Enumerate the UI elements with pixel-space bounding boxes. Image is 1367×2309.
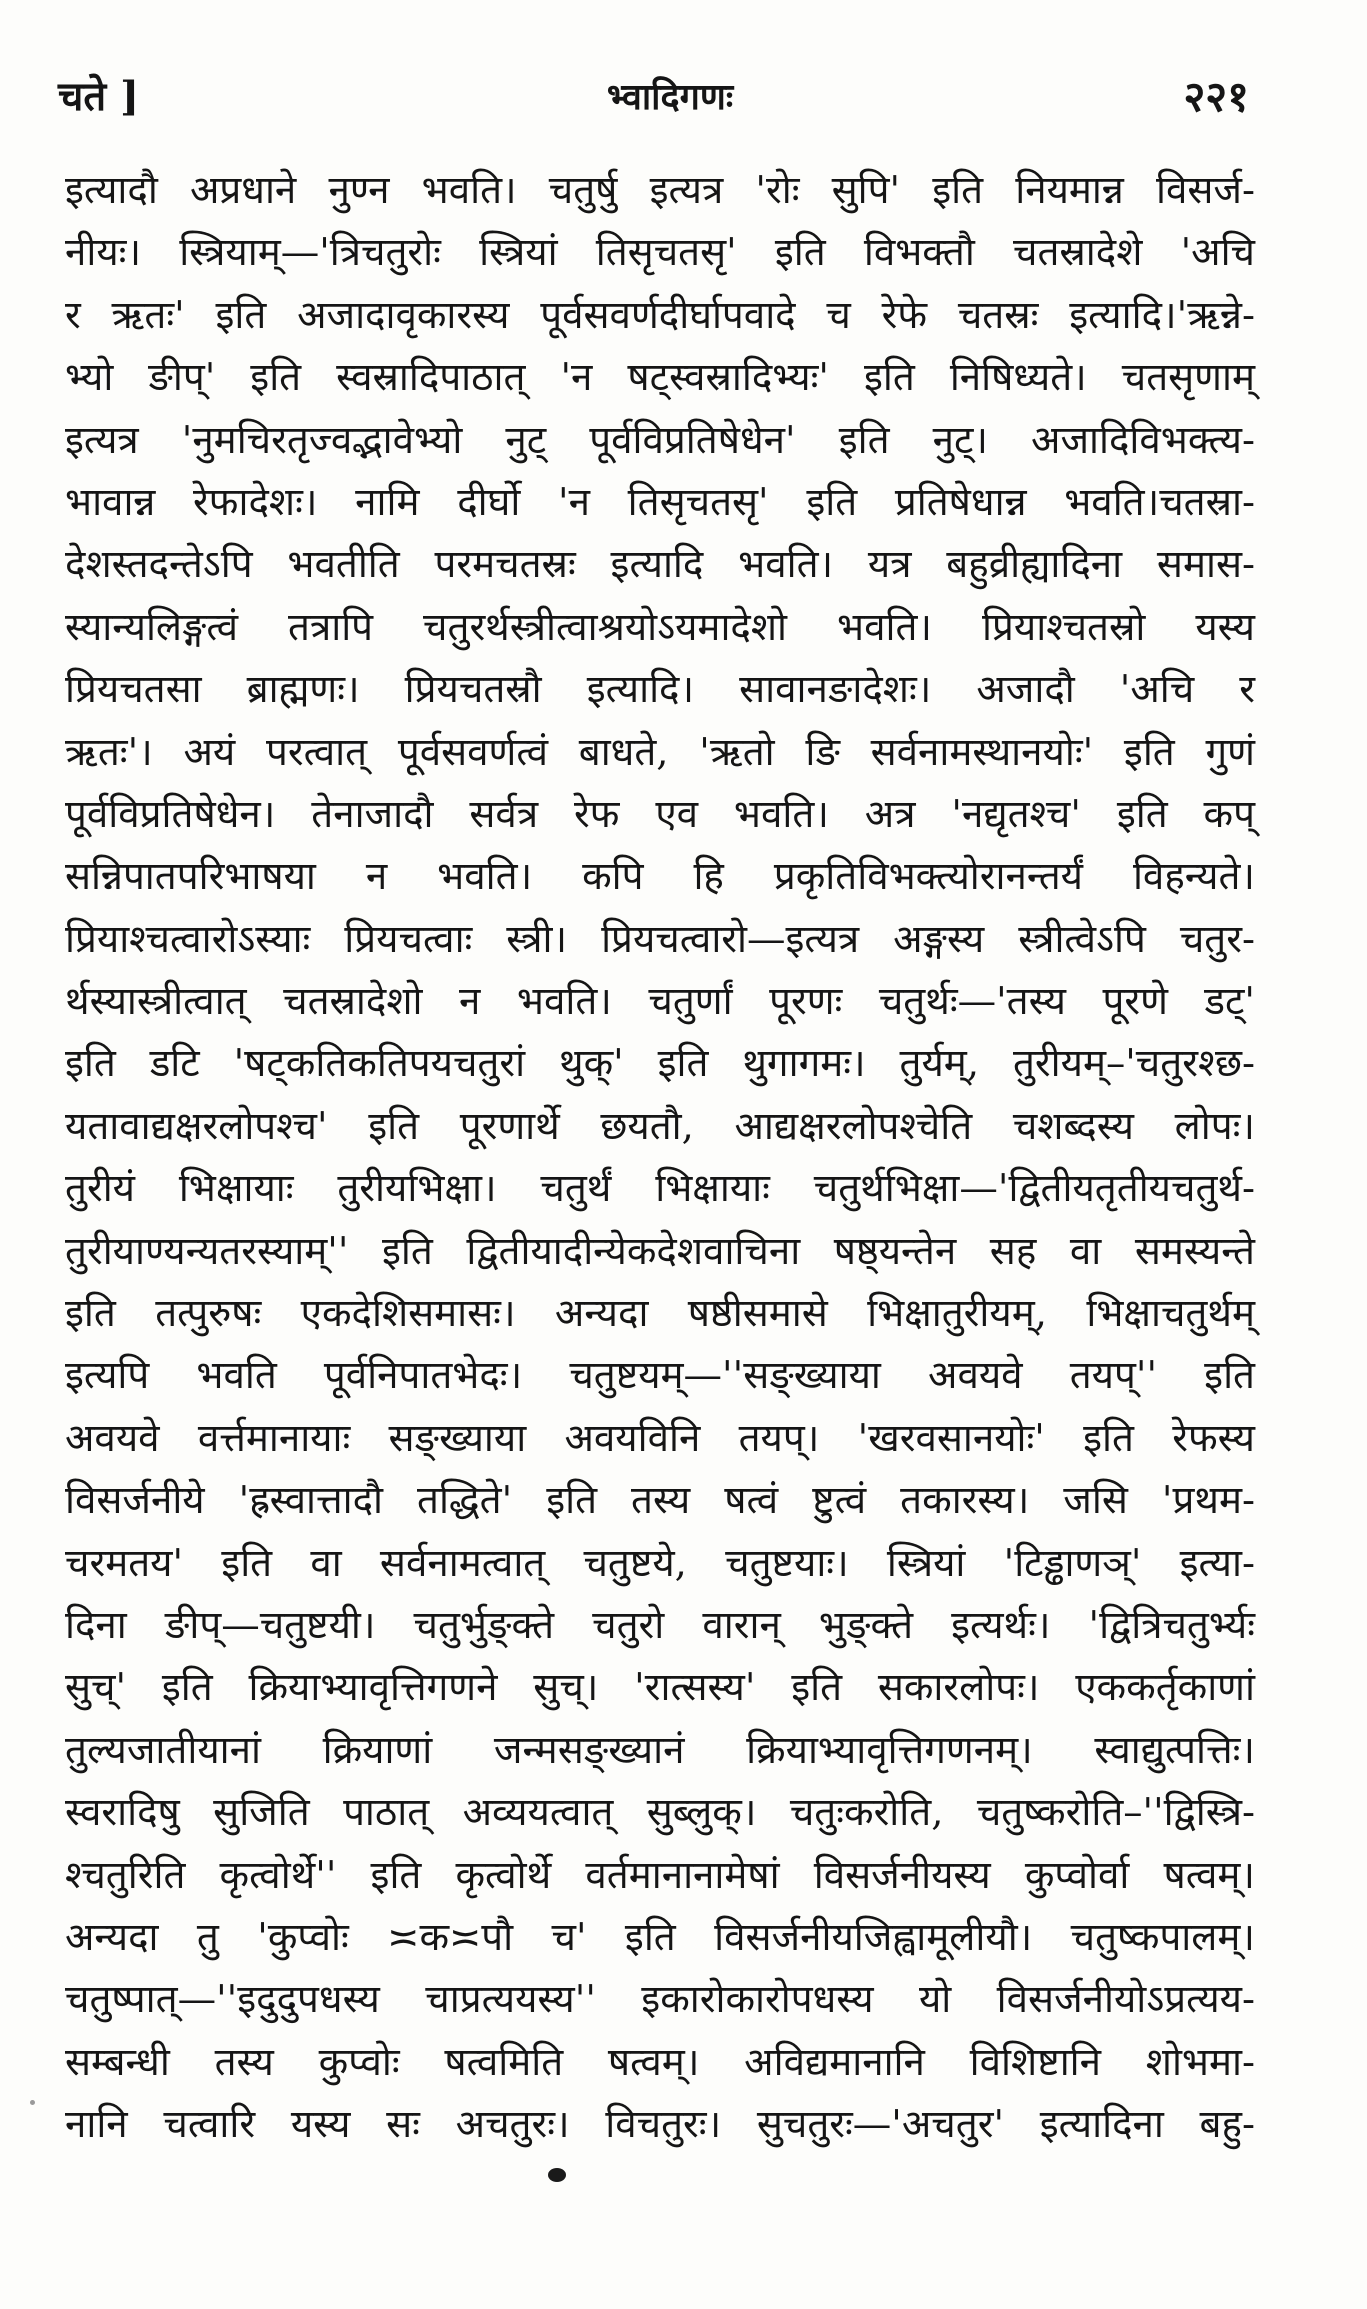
text-line: इत्यत्र 'नुमचिरतृज्वद्भावेभ्यो नुट् पूर्वविप्रतिषेधेन' इति नुट्। अजादिविभक्त्य- [65, 417, 1255, 463]
text-line: र्थस्यास्त्रीत्वात् चतस्रादेशो न भवति। चतुर्णां पूरणः चतुर्थः—'तस्य पूरणे डट्' [65, 979, 1255, 1025]
text-line: स्वरादिषु सुजिति पाठात् अव्ययत्वात् सुब्लुक्। चतुःकरोति, चतुष्करोति–''द्विस्त्रि- [65, 1790, 1255, 1836]
text-line: चरमतय' इति वा सर्वनामत्वात् चतुष्टये, चतुष्टयाः। स्त्रियां 'टिड्ढाणञ्' इत्या- [65, 1540, 1255, 1586]
text-line: सम्बन्धी तस्य कुप्वोः षत्वमिति षत्वम्। अविद्यमानानि विशिष्टानि शोभमा- [65, 2039, 1255, 2085]
text-line: दिना ङीप्—चतुष्टयी। चतुर्भुङ्क्ते चतुरो वारान् भुङ्क्ते इत्यर्थः। 'द्वित्रिचतुर्भ्यः [65, 1602, 1255, 1648]
text-line: श्चतुरिति कृत्वोर्थे'' इति कृत्वोर्थे वर्तमानानामेषां विसर्जनीयस्य कुप्वोर्वा षत्वम्। [65, 1852, 1255, 1898]
text-line: नानि चत्वारि यस्य सः अचतुरः। विचतुरः। सुचतुरः—'अचतुर' इत्यादिना बहु- [65, 2102, 1255, 2148]
text-line: सुच्' इति क्रियाभ्यावृत्तिगणने सुच्। 'रात्सस्य' इति सकारलोपः। एककर्तृकाणां [65, 1665, 1255, 1711]
text-line: पूर्वविप्रतिषेधेन। तेनाजादौ सर्वत्र रेफ एव भवति। अत्र 'नद्यृतश्च' इति कप् [65, 791, 1255, 837]
text-line: भ्यो ङीप्' इति स्वस्रादिपाठात् 'न षट्स्वस्रादिभ्यः' इति निषिध्यते। चतसृणाम् [65, 355, 1255, 401]
text-line: प्रियाश्चत्वारोऽस्याः प्रियचत्वाः स्त्री। प्रियचत्वारो—इत्यत्र अङ्गस्य स्त्रीत्वेऽपि चतुर- [65, 916, 1255, 962]
text-line: इत्यादौ अप्रधाने नुण्न भवति। चतुर्षु इत्यत्र 'रोः सुपि' इति नियमान्न विसर्ज- [65, 168, 1255, 213]
header-section-title: भ्वादिगणः [606, 76, 734, 118]
margin-speck [30, 2100, 35, 2105]
text-line: इति तत्पुरुषः एकदेशिसमासः। अन्यदा षष्ठीसमासे भिक्षातुरीयम्, भिक्षाचतुर्थम् [65, 1291, 1255, 1337]
text-line: देशस्तदन्तेऽपि भवतीति परमचतस्रः इत्यादि भवति। यत्र बहुव्रीह्यादिना समास- [65, 542, 1255, 588]
running-header [0, 62, 1367, 132]
text-line: तुल्यजातीयानां क्रियाणां जन्मसङ्ख्यानं क्रियाभ्यावृत्तिगणनम्। स्वाद्युत्पत्तिः। [65, 1727, 1255, 1773]
text-line: नीयः। स्त्रियाम्—'त्रिचतुरोः स्त्रियां तिसृचतसृ' इति विभक्तौ चतस्रादेशे 'अचि [65, 230, 1255, 276]
text-line: स्यान्यलिङ्गत्वं तत्रापि चतुरर्थस्त्रीत्वाश्रयोऽयमादेशो भवति। प्रियाश्चतस्रो यस्य [65, 604, 1255, 650]
text-line: अवयवे वर्त्तमानायाः सङ्ख्याया अवयविनि तयप्। 'खरवसानयोः' इति रेफस्य [65, 1415, 1255, 1461]
text-line: ऋतः'। अयं परत्वात् पूर्वसवर्णत्वं बाधते, 'ऋतो ङि सर्वनामस्थानयोः' इति गुणं [65, 729, 1255, 775]
text-line: इत्यपि भवति पूर्वनिपातभेदः। चतुष्टयम्—''सङ्ख्याया अवयवे तयप्'' इति [65, 1353, 1255, 1399]
text-line: भावान्न रेफादेशः। नामि दीर्घो 'न तिसृचतसृ' इति प्रतिषेधान्न भवति।चतस्रा- [65, 479, 1255, 525]
body-text [65, 160, 1255, 2157]
header-left-catchword: चते ] [58, 73, 140, 120]
text-line: र ऋतः' इति अजादावृकारस्य पूर्वसवर्णदीर्घापवादे च रेफे चतस्रः इत्यादि।'ऋन्ने- [65, 292, 1255, 338]
text-line: तुरीयं भिक्षायाः तुरीयभिक्षा। चतुर्थं भिक्षायाः चतुर्थभिक्षा—'द्वितीयतृतीयचतुर्थ- [65, 1166, 1255, 1212]
text-line: प्रियचतसा ब्राह्मणः। प्रियचतस्रौ इत्यादि। सावानङादेशः। अजादौ 'अचि र [65, 667, 1255, 713]
text-line: विसर्जनीये 'ह्रस्वात्तादौ तद्धिते' इति तस्य षत्वं ष्टुत्वं तकारस्य। जसि 'प्रथम- [65, 1478, 1255, 1524]
text-line: सन्निपातपरिभाषया न भवति। कपि हि प्रकृतिविभक्त्योरानन्तर्यं विहन्यते। [65, 854, 1255, 900]
text-line: तुरीयाण्यन्यतरस्याम्'' इति द्वितीयादीन्येकदेशवाचिना षष्ठ्यन्तेन सह वा समस्यन्ते [65, 1228, 1255, 1274]
text-line: अन्यदा तु 'कुप्वोः ≍क≍पौ च' इति विसर्जनीयजिह्वामूलीयौ। चतुष्कपालम्। [65, 1914, 1255, 1960]
text-line: यतावाद्यक्षरलोपश्च' इति पूरणार्थे छयतौ, आद्यक्षरलोपश्चेति चशब्दस्य लोपः। [65, 1103, 1255, 1149]
text-line: चतुष्पात्—''इदुदुपधस्य चाप्रत्ययस्य'' इकारोकारोपधस्य यो विसर्जनीयोऽप्रत्यय- [65, 1977, 1255, 2023]
footer-ornament [548, 2168, 566, 2182]
text-line: इति डटि 'षट्कतिकतिपयचतुरां थुक्' इति थुगागमः। तुर्यम्, तुरीयम्–'चतुरश्छ- [65, 1041, 1255, 1087]
page-number: २२१ [1183, 72, 1249, 121]
